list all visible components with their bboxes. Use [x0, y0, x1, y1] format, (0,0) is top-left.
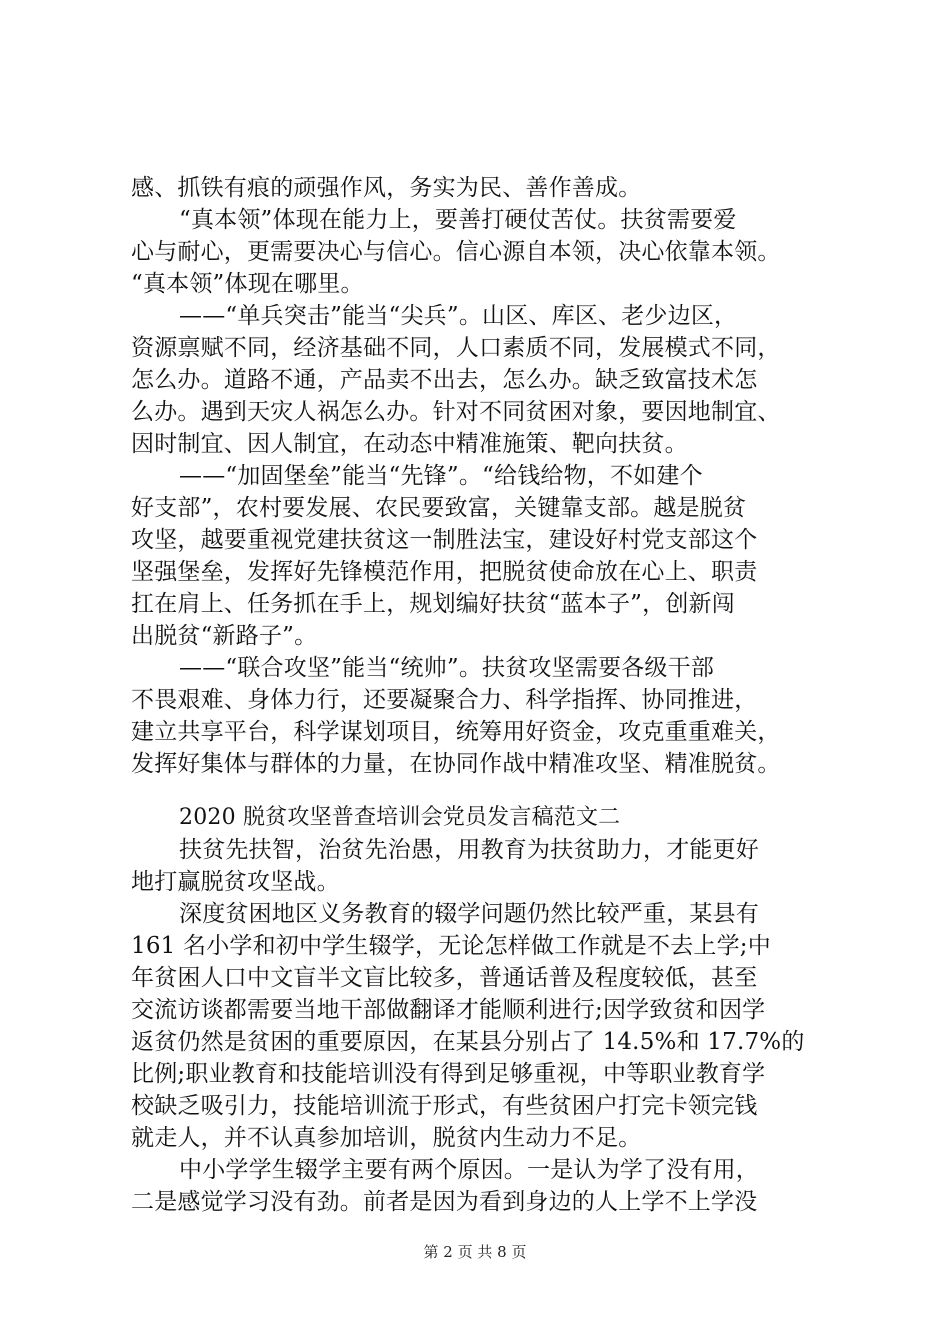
text-line: 二是感觉学习没有劲。前者是因为看到身边的人上学不上学没: [131, 1189, 758, 1215]
text-line: 么办。遇到天灾人祸怎么办。针对不同贫困对象，要因地制宜、: [131, 399, 781, 425]
text-line: ——“加固堡垒”能当“先锋”。“给钱给物，不如建个: [179, 463, 703, 489]
text-line: 扶贫先扶智，治贫先治愚，用教育为扶贫助力，才能更好: [179, 837, 759, 863]
text-line: 建立共享平台，科学谋划项目，统筹用好资金，攻克重重难关，: [131, 719, 781, 745]
section-title: 2020 脱贫攻坚普查培训会党员发言稿范文二: [179, 805, 621, 830]
text-line: 地打赢脱贫攻坚战。: [131, 869, 340, 895]
text-line: “真本领”体现在能力上，要善打硬仗苦仗。扶贫需要爱: [179, 207, 737, 233]
text-line: 交流访谈都需要当地干部做翻译才能顺利进行;因学致贫和因学: [131, 997, 766, 1023]
text-line: ——“联合攻坚”能当“统帅”。扶贫攻坚需要各级干部: [179, 655, 715, 681]
text-line: 校缺乏吸引力，技能培训流于形式，有些贫困户打完卡领完钱: [131, 1093, 758, 1119]
text-line: 资源禀赋不同，经济基础不同，人口素质不同，发展模式不同，: [131, 335, 781, 361]
page-number-footer: 第 2 页 共 8 页: [423, 1243, 527, 1261]
text-line: 返贫仍然是贫困的重要原因，在某县分别占了 14.5%和 17.7%的: [131, 1029, 805, 1055]
text-line: “真本领”体现在哪里。: [131, 271, 364, 297]
text-line: 就走人，并不认真参加培训，脱贫内生动力不足。: [131, 1125, 642, 1151]
text-line: 好支部”，农村要发展、农民要致富，关键靠支部。越是脱贫: [131, 495, 747, 521]
text-line: 心与耐心，更需要决心与信心。信心源自本领，决心依靠本领。: [131, 239, 781, 265]
text-line: 怎么办。道路不通，产品卖不出去，怎么办。缺乏致富技术怎: [131, 367, 758, 393]
text-line: 攻坚，越要重视党建扶贫这一制胜法宝，建设好村党支部这个: [131, 527, 758, 553]
text-line: 扛在肩上、任务抓在手上，规划编好扶贫“蓝本子”，创新闯: [131, 591, 735, 617]
text-line: ——“单兵突击”能当“尖兵”。山区、库区、老少边区，: [179, 303, 738, 329]
text-line: 中小学学生辍学主要有两个原因。一是认为学了没有用，: [179, 1157, 759, 1183]
text-line: 年贫困人口中文盲半文盲比较多，普通话普及程度较低，甚至: [131, 965, 758, 991]
text-line: 感、抓铁有痕的顽强作风，务实为民、善作善成。: [131, 175, 642, 201]
text-line: 深度贫困地区义务教育的辍学问题仍然比较严重，某县有: [179, 901, 759, 927]
text-line: 出脱贫“新路子”。: [131, 623, 318, 649]
text-line: 不畏艰难、身体力行，还要凝聚合力、科学指挥、协同推进，: [131, 687, 758, 713]
text-line: 发挥好集体与群体的力量，在协同作战中精准攻坚、精准脱贫。: [131, 751, 781, 777]
text-line: 坚强堡垒，发挥好先锋模范作用，把脱贫使命放在心上、职责: [131, 559, 758, 585]
text-line: 因时制宜、因人制宜，在动态中精准施策、靶向扶贫。: [131, 431, 688, 457]
text-line: 比例;职业教育和技能培训没有得到足够重视，中等职业教育学: [131, 1061, 766, 1087]
text-line: 161 名小学和初中学生辍学，无论怎样做工作就是不去上学;中: [131, 933, 771, 959]
